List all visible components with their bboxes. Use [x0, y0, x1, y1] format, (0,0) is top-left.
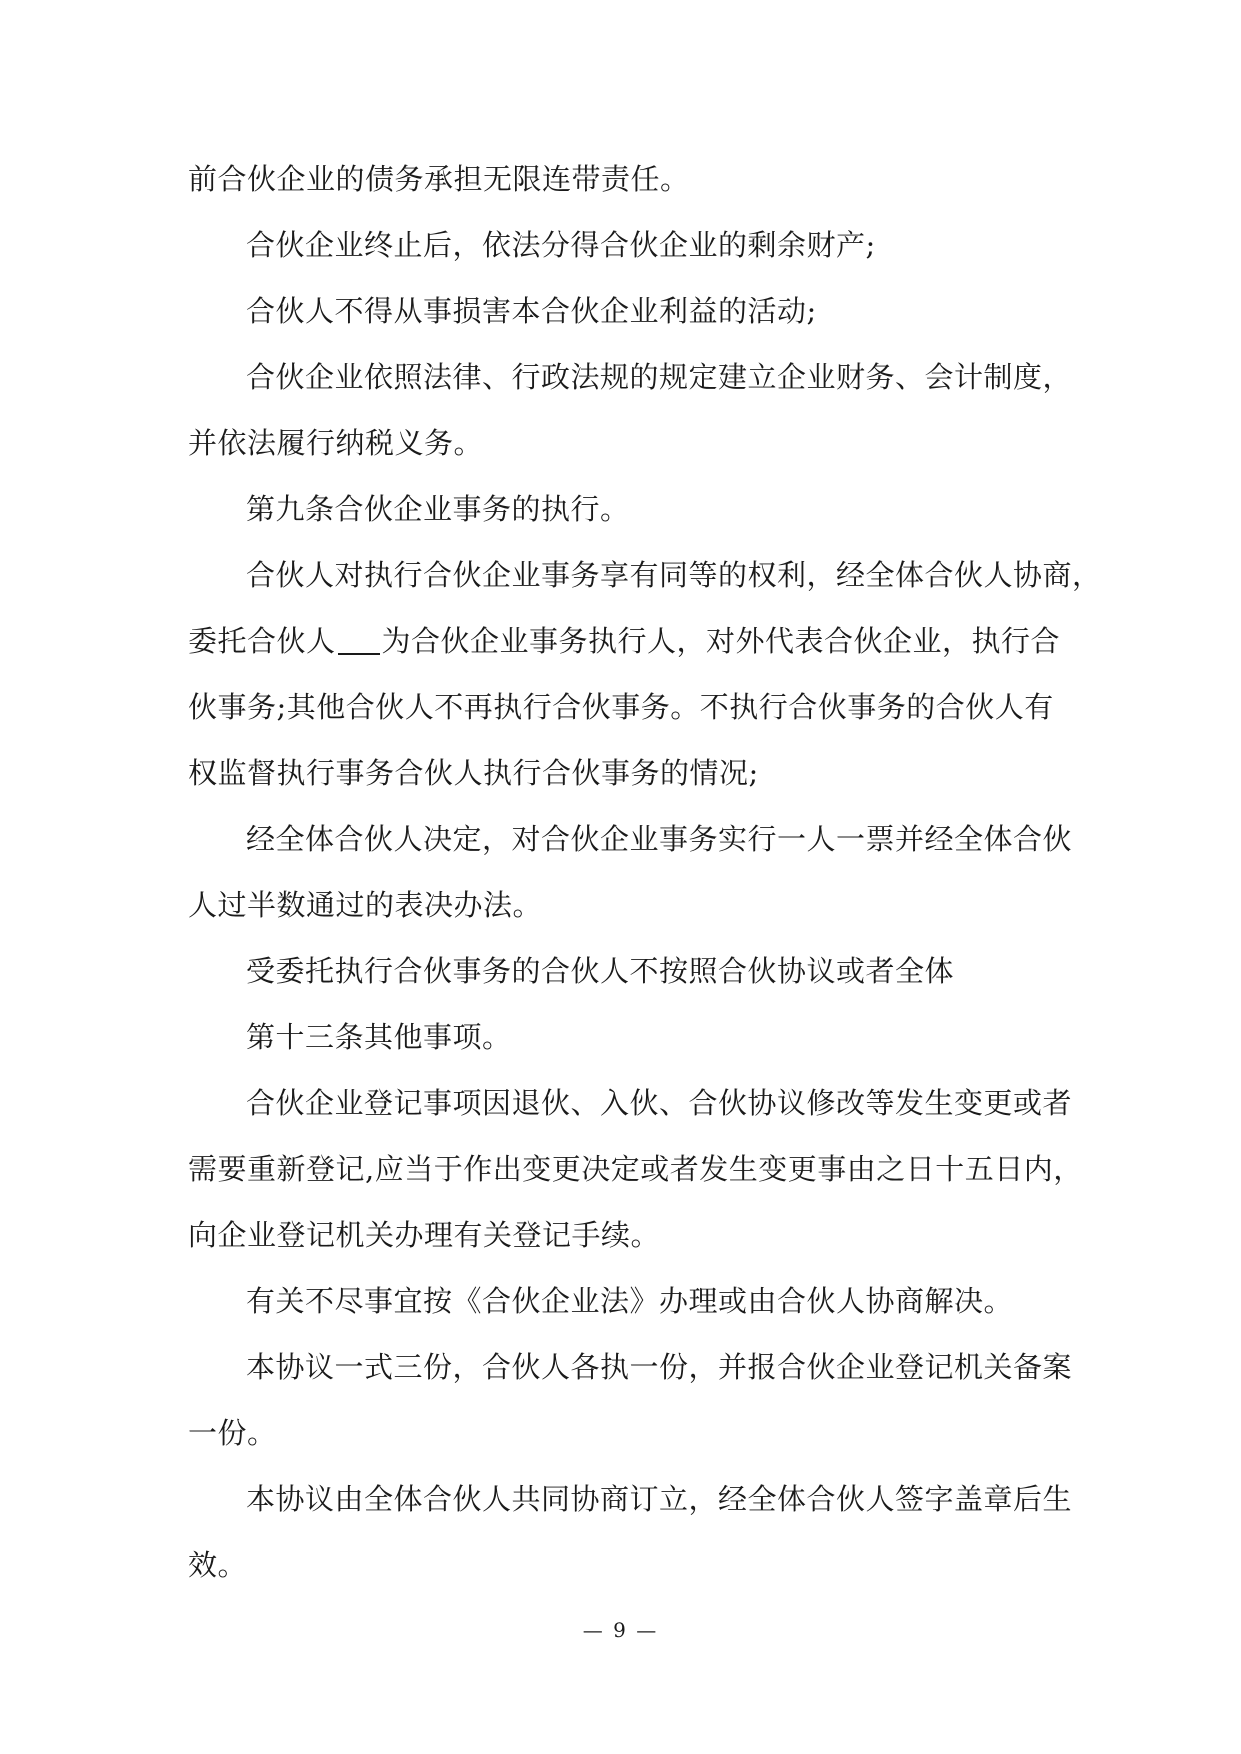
text-line: 经全体合伙人决定，对合伙企业事务实行一人一票并经全体合伙 [246, 822, 1073, 856]
text-segment: 委托合伙人 [188, 624, 336, 658]
text-line: 向企业登记机关办理有关登记手续。 [188, 1218, 661, 1252]
text-line: 有关不尽事宜按《合伙企业法》办理或由合伙人协商解决。 [246, 1284, 1014, 1318]
text-line-with-blank [188, 617, 1068, 683]
text-line: 本协议由全体合伙人共同协商订立，经全体合伙人签字盖章后生 [246, 1482, 1073, 1516]
text-line: 合伙人不得从事损害本合伙企业利益的活动; [246, 294, 817, 328]
section-heading: 第十三条其他事项。 [246, 1020, 512, 1054]
document-body [188, 155, 1102, 1607]
text-line: 合伙企业依照法律、行政法规的规定建立企业财务、会计制度， [246, 360, 1073, 394]
fill-in-blank [338, 625, 380, 655]
text-line: 需要重新登记,应当于作出变更决定或者发生变更事由之日十五日内， [188, 1152, 1083, 1186]
text-line: 权监督执行事务合伙人执行合伙事务的情况; [188, 756, 759, 790]
text-line: 合伙企业终止后，依法分得合伙企业的剩余财产; [246, 228, 876, 262]
text-line: 人过半数通过的表决办法。 [188, 888, 543, 922]
page-number: — 9 — [582, 1618, 659, 1642]
text-line: 合伙人对执行合伙企业事务享有同等的权利，经全体合伙人协商， [246, 558, 1102, 592]
text-line: 并依法履行纳税义务。 [188, 426, 484, 460]
text-line: 一份。 [188, 1416, 277, 1450]
text-segment: 为合伙企业事务执行人，对外代表合伙企业，执行合 [381, 624, 1061, 658]
section-heading: 第九条合伙企业事务的执行。 [246, 492, 630, 526]
text-line: 前合伙企业的债务承担无限连带责任。 [188, 162, 690, 196]
text-line: 受委托执行合伙事务的合伙人不按照合伙协议或者全体 [246, 954, 955, 988]
text-line: 效。 [188, 1548, 248, 1582]
text-line: 伙事务;其他合伙人不再执行合伙事务。不执行合伙事务的合伙人有 [188, 690, 1054, 724]
text-line: 合伙企业登记事项因退伙、入伙、合伙协议修改等发生变更或者 [246, 1086, 1073, 1120]
text-line: 本协议一式三份，合伙人各执一份，并报合伙企业登记机关备案 [246, 1350, 1073, 1384]
